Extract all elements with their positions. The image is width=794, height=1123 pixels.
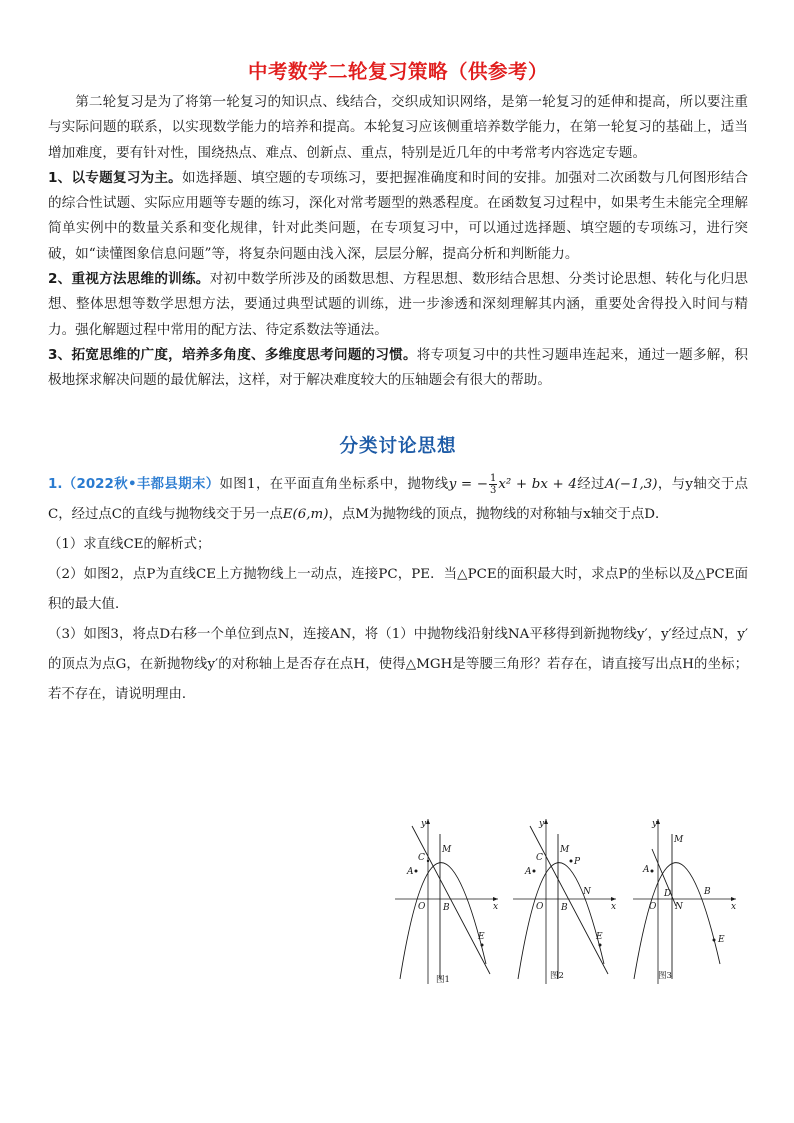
figure-2-svg (508, 814, 623, 989)
fig3-b-label: B (704, 887, 711, 897)
fig1-o-label: O (418, 902, 426, 912)
figure-1 (390, 814, 505, 993)
question-part-3: （3）如图3，将点D右移一个单位到点N，连接AN，将（1）中抛物线沿射线NA平移得到新抛物线y′，y′经过点N，y′的顶点为点G，在新抛物线y′的对称轴上是否存在点H，使得△MGH是等腰三角形？若存在，请直接写出点H的坐标；若不存在，请说明理由． (48, 626, 748, 702)
equation-lhs: y = − (448, 476, 488, 492)
fig2-m-label: M (560, 845, 570, 855)
fig2-p-label: P (574, 857, 581, 867)
question-source: （2022秋•丰都县期末） (62, 476, 220, 492)
fig3-e-label: E (718, 935, 725, 945)
intro-paragraph: 第二轮复习是为了将第一轮复习的知识点、线结合，交织成知识网络，是第一轮复习的延伸和提高，所以要注重与实际问题的联系，以实现数学能力的培养和提高。本轮复习应该侧重培养数学能力，在第一轮复习的基础上，适当增加难度，要有针对性，围绕热点、难点、创新点、重点，特别是近几年的中考常考内容选定专题。 (48, 94, 748, 161)
figure-2 (508, 814, 623, 993)
fig1-x-label: x (493, 902, 499, 912)
fig3-a-label: A (643, 865, 650, 875)
fig1-m-label: M (442, 845, 452, 855)
question-part-2: （2）如图2，点P为直线CE上方抛物线上一动点，连接PC，PE．当△PCE的面积最大时，求点P的坐标以及△PCE面积的最大值． (48, 566, 748, 612)
fig2-e-label: E (596, 932, 603, 942)
figure-1-svg (390, 814, 505, 989)
point-2-text: 对初中数学所涉及的函数思想、方程思想、数形结合思想、分类讨论思想、转化与化归思想、整体思想等数学思想方法，要通过典型试题的训练，进一步渗透和深刻理解其内涵，重要处舍得投入时间与精力。强化解题过程中常用的配方法、待定系数法等通法。 (48, 271, 748, 338)
point-1 (48, 166, 748, 267)
fig3-n-label: N (675, 902, 683, 912)
fig3-caption: 图3 (658, 971, 672, 981)
figures (390, 814, 750, 994)
stem-d: ，点M为抛物线的顶点，抛物线的对称轴与x轴交于点D． (328, 506, 669, 522)
equation-rhs: x² + bx + 4 (498, 476, 577, 492)
question-stem (48, 470, 748, 530)
fig2-y-label: y (539, 819, 545, 829)
fig3-d-label: D (664, 889, 672, 899)
fig1-e-label: E (478, 932, 485, 942)
fig3-y-label: y (652, 819, 658, 829)
point-1-lead: 1、以专题复习为主。 (48, 169, 182, 186)
point-3-lead: 3、拓宽思维的广度，培养多角度、多维度思考问题的习惯。 (48, 346, 417, 363)
figure-3-svg (628, 814, 743, 989)
section-title: 分类讨论思想 (339, 435, 457, 457)
fig1-y-label: y (421, 819, 427, 829)
fig3-x-label: x (731, 902, 737, 912)
fig1-b-label: B (443, 903, 450, 913)
figure-3 (628, 814, 743, 993)
fig1-c-label: C (418, 853, 425, 863)
point-3 (48, 343, 748, 394)
equation-fraction (489, 473, 497, 496)
question-part-1: （1）求直线CE的解析式； (48, 536, 211, 552)
point-2-lead: 2、重视方法思维的训练。 (48, 271, 210, 288)
fig2-o-label: O (536, 902, 544, 912)
fig1-a-label: A (407, 867, 414, 877)
fig2-a-label: A (525, 867, 532, 877)
stem-a: 如图1，在平面直角坐标系中，抛物线 (219, 476, 449, 492)
fig2-c-label: C (536, 853, 543, 863)
point-2 (48, 267, 748, 343)
fraction-denominator: 3 (489, 484, 497, 496)
stem-c: ，与y轴交于点C，经过点C的直线与抛物线交于另一点 (48, 476, 749, 522)
fig3-o-label: O (649, 902, 657, 912)
fig2-b-label: B (561, 903, 568, 913)
fig2-x-label: x (611, 902, 617, 912)
point-1-text: 如选择题、填空题的专项练习，要把握准确度和时间的安排。加强对二次函数与几何图形结合的综合性试题、实际应用题等专题的练习，深化对常考题型的熟悉程度。在函数复习过程中，如果考生未能完全理解简单实例中的数量关系和变化规律，针对此类问题，在专项复习中，可以通过选择题、填空题的专项练习，进行突破，如“读懂图象信息问题”等，将复杂问题由浅入深，层层分解，提高分析和判断能力。 (48, 169, 748, 262)
fig2-n-label: N (583, 887, 591, 897)
fraction-numerator: 1 (489, 472, 497, 484)
fig3-m-label: M (674, 835, 684, 845)
point-e: E(6,m) (282, 506, 329, 522)
fig1-caption: 图1 (436, 975, 450, 985)
question-number: 1. (48, 476, 63, 492)
page-title: 中考数学二轮复习策略（供参考） (247, 60, 548, 83)
document-page (48, 56, 748, 710)
point-a: A(−1,3) (604, 476, 658, 492)
point-3-text: 将专项复习中的共性习题串连起来，通过一题多解，积极地探求解决问题的最优解法，这样，对于解决难度较大的压轴题会有很大的帮助。 (48, 346, 748, 389)
fig2-caption: 图2 (550, 971, 564, 981)
stem-b: 经过 (576, 476, 605, 492)
